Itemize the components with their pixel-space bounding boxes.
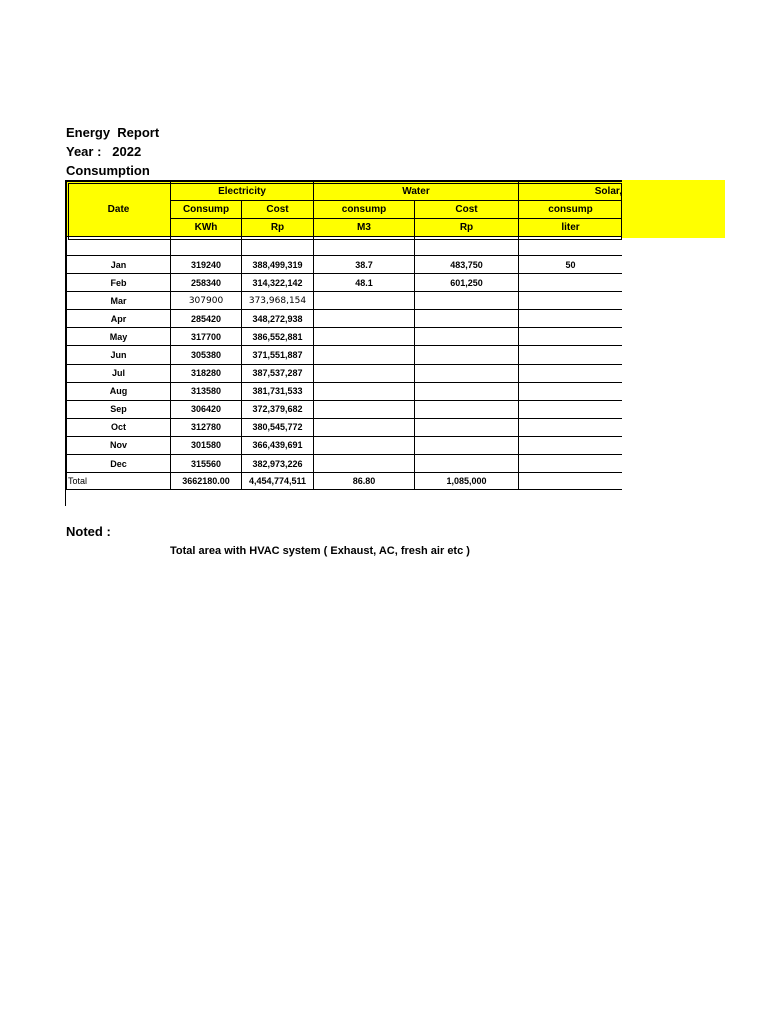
water-cost-cell	[415, 310, 519, 328]
month-cell: Aug	[67, 382, 171, 400]
elec-cost-cell: 366,439,691	[242, 436, 314, 454]
water-m3-cell	[314, 310, 415, 328]
water-cost-cell: 483,750	[415, 256, 519, 274]
kwh-cell: 305380	[171, 346, 242, 364]
water-m3-cell	[314, 364, 415, 382]
table-row	[67, 455, 623, 473]
water-m3-cell: 38.7	[314, 256, 415, 274]
solar-liter-cell	[519, 274, 622, 292]
water-header: Water	[314, 182, 519, 201]
table-row	[67, 436, 623, 454]
table-row	[67, 310, 623, 328]
water-cost-cell	[415, 292, 519, 310]
solar-liter-cell	[519, 382, 622, 400]
kwh-cell: 313580	[171, 382, 242, 400]
elec-consump-unit: KWh	[171, 219, 242, 237]
month-cell: Jan	[67, 256, 171, 274]
solar-liter-cell	[519, 346, 622, 364]
water-m3-cell	[314, 418, 415, 436]
month-cell: Mar	[67, 292, 171, 310]
water-m3-cell	[314, 292, 415, 310]
table-row	[67, 418, 623, 436]
water-cost-cell	[415, 364, 519, 382]
elec-consump-header: Consump	[171, 201, 242, 219]
total-water-cost: 1,085,000	[415, 473, 519, 490]
kwh-cell: 307900	[171, 292, 242, 310]
water-cost-cell: 601,250	[415, 274, 519, 292]
water-cost-unit: Rp	[415, 219, 519, 237]
kwh-cell: 315560	[171, 455, 242, 473]
table-row	[67, 400, 623, 418]
table-row	[67, 328, 623, 346]
table-row	[67, 256, 623, 274]
month-cell: Jun	[67, 346, 171, 364]
kwh-cell: 317700	[171, 328, 242, 346]
water-m3-cell	[314, 328, 415, 346]
month-cell: Oct	[67, 418, 171, 436]
kwh-cell: 258340	[171, 274, 242, 292]
water-cost-cell	[415, 436, 519, 454]
month-cell: Jul	[67, 364, 171, 382]
solar-liter-cell	[519, 328, 622, 346]
elec-cost-cell: 381,731,533	[242, 382, 314, 400]
table-row	[67, 346, 623, 364]
elec-cost-cell: 314,322,142	[242, 274, 314, 292]
water-cost-cell	[415, 346, 519, 364]
spacer-cell	[415, 237, 519, 256]
month-cell: Feb	[67, 274, 171, 292]
solar-liter-cell	[519, 455, 622, 473]
water-cost-header: Cost	[415, 201, 519, 219]
solar-liter-cell	[519, 292, 622, 310]
month-cell: Nov	[67, 436, 171, 454]
elec-cost-cell: 372,379,682	[242, 400, 314, 418]
month-cell: May	[67, 328, 171, 346]
water-cost-cell	[415, 455, 519, 473]
solar-liter-cell	[519, 310, 622, 328]
solar-header: Solar,	[519, 182, 622, 201]
elec-cost-cell: 387,537,287	[242, 364, 314, 382]
kwh-cell: 301580	[171, 436, 242, 454]
table-row	[67, 292, 623, 310]
solar-liter-cell	[519, 364, 622, 382]
elec-cost-cell: 386,552,881	[242, 328, 314, 346]
report-year: Year : 2022	[66, 144, 142, 159]
kwh-cell: 318280	[171, 364, 242, 382]
total-kwh: 3662180.00	[171, 473, 242, 490]
water-m3-cell	[314, 382, 415, 400]
kwh-cell: 285420	[171, 310, 242, 328]
section-title: Consumption	[66, 163, 150, 178]
total-row	[67, 473, 623, 490]
total-label: Total	[67, 473, 171, 490]
consumption-table-viewport	[65, 180, 622, 506]
solar-liter-cell: 50	[519, 256, 622, 274]
month-cell: Dec	[67, 455, 171, 473]
spacer-cell	[519, 237, 622, 256]
spacer-cell	[171, 237, 242, 256]
elec-cost-cell: 382,973,226	[242, 455, 314, 473]
noted-label: Noted :	[66, 524, 111, 539]
water-cost-cell	[415, 418, 519, 436]
header-row-groups	[67, 182, 623, 201]
total-m3: 86.80	[314, 473, 415, 490]
elec-cost-cell: 373,968,154	[242, 292, 314, 310]
report-title: Energy Report	[66, 125, 160, 140]
water-m3-cell	[314, 400, 415, 418]
elec-cost-cell: 380,545,772	[242, 418, 314, 436]
spacer-cell	[242, 237, 314, 256]
total-liter	[519, 473, 622, 490]
spacer-row	[67, 237, 623, 256]
solar-header-fill	[621, 180, 725, 238]
elec-cost-cell: 388,499,319	[242, 256, 314, 274]
electricity-header: Electricity	[171, 182, 314, 201]
spacer-cell	[314, 237, 415, 256]
table-row	[67, 274, 623, 292]
noted-text: Total area with HVAC system ( Exhaust, AC, fresh air etc )	[170, 545, 470, 557]
kwh-cell: 306420	[171, 400, 242, 418]
kwh-cell: 319240	[171, 256, 242, 274]
total-elec-cost: 4,454,774,511	[242, 473, 314, 490]
table-row	[67, 382, 623, 400]
month-cell: Sep	[67, 400, 171, 418]
elec-cost-unit: Rp	[242, 219, 314, 237]
water-m3-cell: 48.1	[314, 274, 415, 292]
water-cost-cell	[415, 382, 519, 400]
water-m3-cell	[314, 436, 415, 454]
kwh-cell: 312780	[171, 418, 242, 436]
consumption-table	[66, 181, 622, 490]
water-m3-cell	[314, 346, 415, 364]
table-row	[67, 364, 623, 382]
solar-consump-unit: liter	[519, 219, 622, 237]
elec-cost-header: Cost	[242, 201, 314, 219]
solar-liter-cell	[519, 436, 622, 454]
elec-cost-cell: 348,272,938	[242, 310, 314, 328]
water-consump-header: consump	[314, 201, 415, 219]
solar-liter-cell	[519, 400, 622, 418]
water-cost-cell	[415, 400, 519, 418]
water-cost-cell	[415, 328, 519, 346]
solar-consump-header: consump	[519, 201, 622, 219]
elec-cost-cell: 371,551,887	[242, 346, 314, 364]
month-cell: Apr	[67, 310, 171, 328]
water-consump-unit: M3	[314, 219, 415, 237]
solar-liter-cell	[519, 418, 622, 436]
water-m3-cell	[314, 455, 415, 473]
spacer-cell	[67, 237, 171, 256]
date-header: Date	[67, 182, 171, 237]
